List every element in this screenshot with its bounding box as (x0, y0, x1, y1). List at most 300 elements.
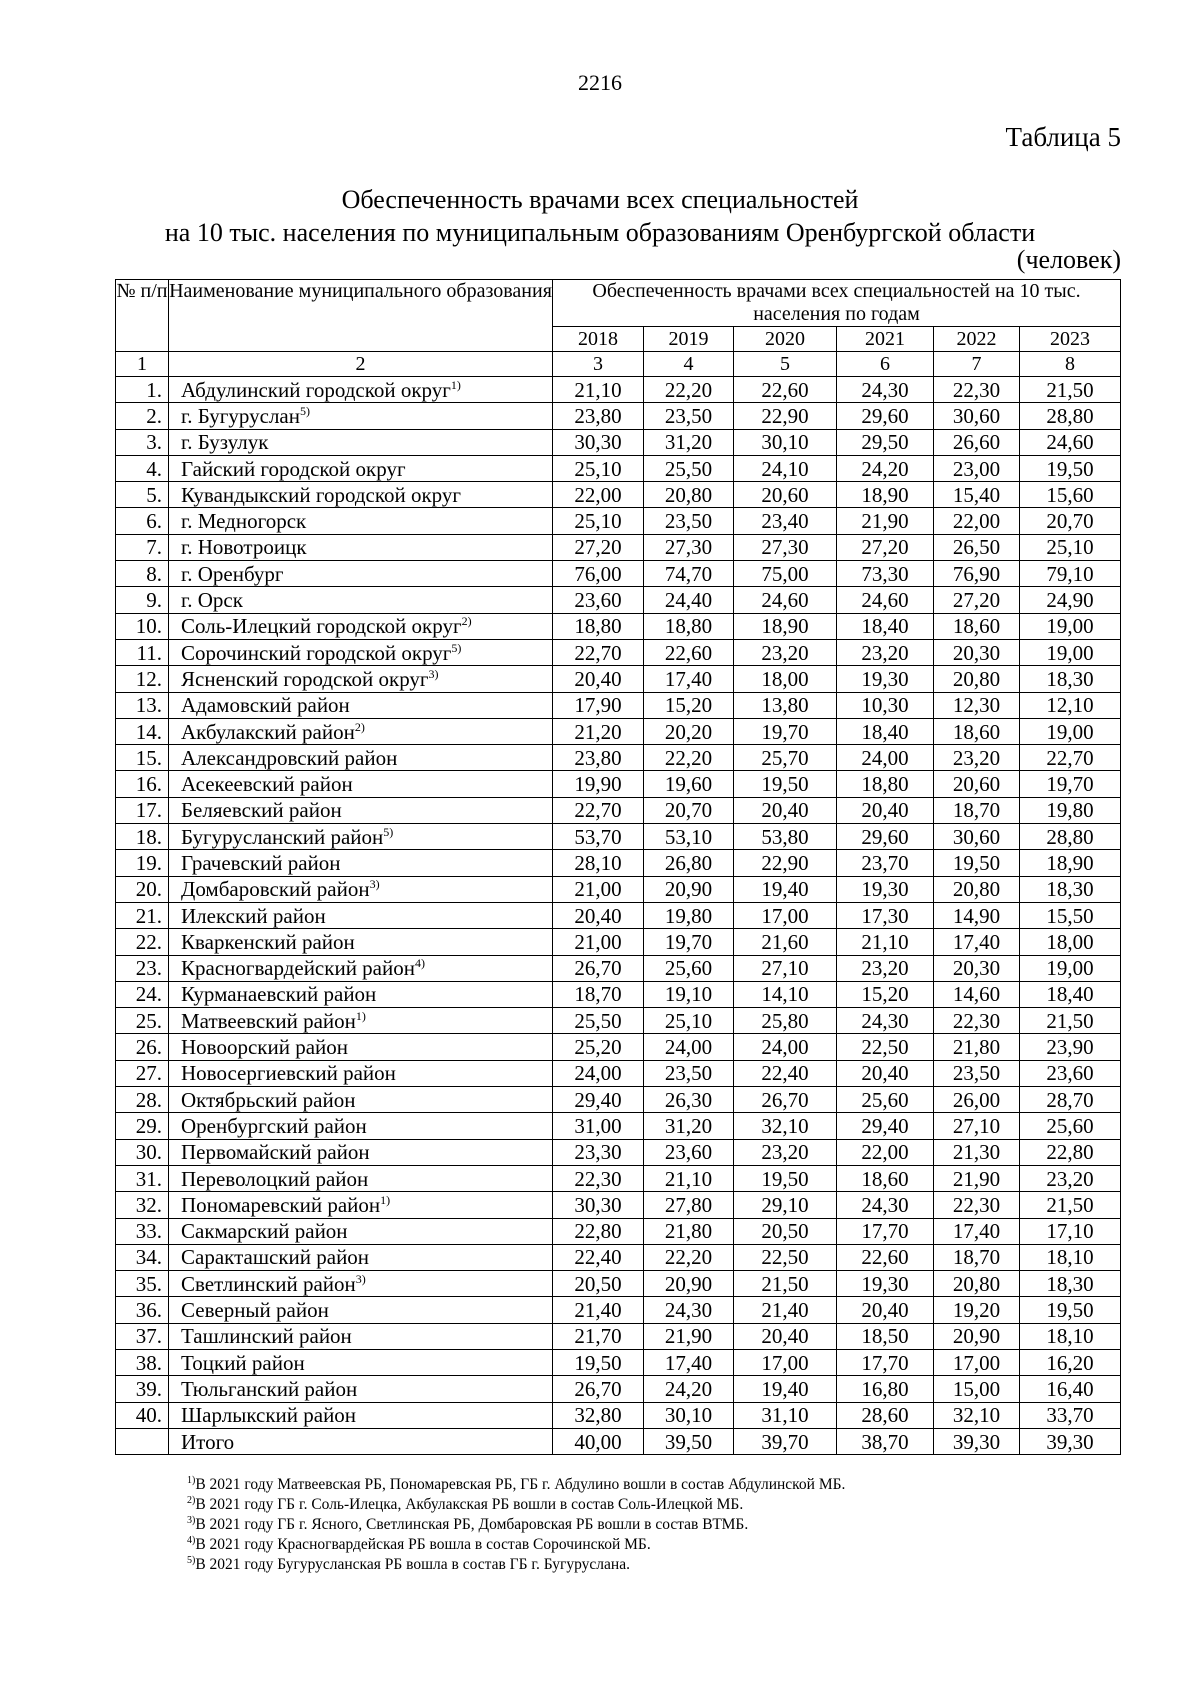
row-number: 38. (116, 1349, 169, 1375)
municipality-name: Кувандыкский городской округ (181, 482, 462, 507)
municipality-name-cell (169, 1323, 553, 1349)
value-cell: 26,70 (734, 1087, 837, 1113)
row-number: 25. (116, 1008, 169, 1034)
row-number: 30. (116, 1139, 169, 1165)
value-cell: 25,50 (553, 1008, 644, 1034)
value-cell: 19,00 (1020, 639, 1121, 665)
municipality-name-cell (169, 1297, 553, 1323)
value-cell: 20,40 (837, 1297, 934, 1323)
municipality-name: Грачевский район (181, 850, 341, 875)
value-cell: 25,80 (734, 1008, 837, 1034)
footnotes (187, 1475, 845, 1575)
row-number: 18. (116, 824, 169, 850)
municipality-name-cell (169, 824, 553, 850)
municipality-name: Александровский район (181, 745, 398, 770)
table-row (116, 1192, 1121, 1218)
row-number: 22. (116, 929, 169, 955)
footnote-reference: 2) (461, 614, 472, 629)
municipality-name-cell (169, 1271, 553, 1297)
municipality-name: Оренбургский район (181, 1113, 367, 1138)
value-cell: 20,80 (934, 876, 1020, 902)
municipality-name: Красногвардейский район (181, 956, 415, 981)
municipality-name: Бугурусланский район (181, 824, 384, 849)
value-cell: 22,70 (1020, 745, 1121, 771)
value-cell: 14,90 (934, 902, 1020, 928)
footnote (187, 1475, 845, 1495)
municipality-name: Сакмарский район (181, 1219, 348, 1244)
municipality-name: Беляевский район (181, 798, 342, 823)
table-row (116, 850, 1121, 876)
municipality-name: Гайский городской округ (181, 456, 406, 481)
value-cell: 24,00 (644, 1034, 734, 1060)
value-cell: 14,10 (734, 981, 837, 1007)
value-cell: 40,00 (553, 1428, 644, 1454)
value-cell: 21,80 (934, 1034, 1020, 1060)
municipality-name-cell (169, 482, 553, 508)
value-cell: 23,50 (934, 1060, 1020, 1086)
municipality-name: Кваркенский район (181, 929, 355, 954)
value-cell: 20,40 (837, 1060, 934, 1086)
value-cell: 17,00 (934, 1349, 1020, 1375)
table-row (116, 955, 1121, 981)
value-cell: 24,90 (1020, 587, 1121, 613)
value-cell: 10,30 (837, 692, 934, 718)
municipality-name-cell (169, 745, 553, 771)
table-row (116, 1244, 1121, 1270)
header-year: 2021 (837, 327, 934, 352)
value-cell: 27,80 (644, 1192, 734, 1218)
value-cell: 30,60 (934, 824, 1020, 850)
value-cell: 21,50 (734, 1271, 837, 1297)
value-cell: 28,60 (837, 1402, 934, 1428)
value-cell: 39,50 (644, 1428, 734, 1454)
municipality-name-cell (169, 1060, 553, 1086)
footnote-text: В 2021 году Бугурусланская РБ вошла в состав ГБ г. Бугуруслана. (195, 1556, 630, 1573)
table-row (116, 824, 1121, 850)
row-number: 4. (116, 455, 169, 481)
value-cell: 19,00 (1020, 955, 1121, 981)
value-cell: 31,20 (644, 429, 734, 455)
row-number: 36. (116, 1297, 169, 1323)
value-cell: 18,80 (837, 771, 934, 797)
value-cell: 26,70 (553, 955, 644, 981)
value-cell: 19,20 (934, 1297, 1020, 1323)
value-cell: 22,20 (644, 377, 734, 403)
row-number: 15. (116, 745, 169, 771)
value-cell: 25,10 (553, 508, 644, 534)
municipality-name-cell (169, 534, 553, 560)
value-cell: 16,20 (1020, 1349, 1121, 1375)
municipality-name-cell (169, 929, 553, 955)
row-number: 32. (116, 1192, 169, 1218)
header-year: 2023 (1020, 327, 1121, 352)
value-cell: 20,40 (837, 797, 934, 823)
value-cell: 15,20 (837, 981, 934, 1007)
row-number: 5. (116, 482, 169, 508)
value-cell: 23,20 (734, 639, 837, 665)
value-cell: 17,70 (837, 1218, 934, 1244)
value-cell: 23,80 (553, 745, 644, 771)
value-cell: 23,80 (553, 403, 644, 429)
table-row (116, 534, 1121, 560)
header-year: 2018 (553, 327, 644, 352)
value-cell: 18,70 (934, 1244, 1020, 1270)
value-cell: 20,40 (734, 1323, 837, 1349)
value-cell: 17,40 (934, 929, 1020, 955)
municipality-name-cell (169, 1218, 553, 1244)
municipality-name-cell (169, 377, 553, 403)
value-cell: 28,10 (553, 850, 644, 876)
value-cell: 75,00 (734, 561, 837, 587)
value-cell: 21,50 (1020, 1192, 1121, 1218)
value-cell: 24,10 (734, 455, 837, 481)
value-cell: 22,30 (934, 377, 1020, 403)
value-cell: 18,10 (1020, 1244, 1121, 1270)
municipality-name-cell (169, 876, 553, 902)
value-cell: 23,20 (1020, 1165, 1121, 1191)
row-number: 3. (116, 429, 169, 455)
municipality-name: Абдулинский городской округ (181, 377, 451, 402)
municipality-name-cell (169, 561, 553, 587)
value-cell: 24,00 (837, 745, 934, 771)
value-cell: 25,10 (1020, 534, 1121, 560)
municipality-name-cell (169, 1139, 553, 1165)
value-cell: 23,30 (553, 1139, 644, 1165)
municipality-name-cell (169, 981, 553, 1007)
value-cell: 25,60 (1020, 1113, 1121, 1139)
row-number: 21. (116, 902, 169, 928)
value-cell: 20,30 (934, 955, 1020, 981)
municipality-name: г. Бугуруслан (181, 403, 300, 428)
value-cell: 23,50 (644, 403, 734, 429)
footnote-reference: 5) (451, 640, 462, 655)
table-row (116, 561, 1121, 587)
value-cell: 20,90 (644, 1271, 734, 1297)
value-cell: 18,90 (837, 482, 934, 508)
table-row (116, 771, 1121, 797)
value-cell: 19,50 (1020, 455, 1121, 481)
value-cell: 23,70 (837, 850, 934, 876)
column-number: 6 (837, 352, 934, 377)
header-year: 2020 (734, 327, 837, 352)
row-number: 8. (116, 561, 169, 587)
row-number: 29. (116, 1113, 169, 1139)
row-number: 17. (116, 797, 169, 823)
value-cell: 23,20 (837, 955, 934, 981)
municipality-name: Илекский район (181, 903, 326, 928)
table-row (116, 1165, 1121, 1191)
table-row (116, 1376, 1121, 1402)
municipality-name: Домбаровский район (181, 877, 370, 902)
value-cell: 23,60 (1020, 1060, 1121, 1086)
municipality-name: Северный район (181, 1298, 329, 1323)
value-cell: 26,80 (644, 850, 734, 876)
footnote-mark: 5) (187, 1554, 196, 1566)
footnote-text: В 2021 году Красногвардейская РБ вошла в состав Сорочинской МБ. (195, 1536, 651, 1553)
value-cell: 22,80 (553, 1218, 644, 1244)
row-number: 31. (116, 1165, 169, 1191)
value-cell: 22,90 (734, 403, 837, 429)
value-cell: 79,10 (1020, 561, 1121, 587)
value-cell: 25,20 (553, 1034, 644, 1060)
value-cell: 31,10 (734, 1402, 837, 1428)
table-row (116, 587, 1121, 613)
value-cell: 20,60 (934, 771, 1020, 797)
value-cell: 20,80 (934, 666, 1020, 692)
row-number: 40. (116, 1402, 169, 1428)
value-cell: 53,10 (644, 824, 734, 850)
value-cell: 20,80 (644, 482, 734, 508)
municipality-name-cell (169, 508, 553, 534)
value-cell: 21,90 (644, 1323, 734, 1349)
municipality-name: Курманаевский район (181, 982, 377, 1007)
table-row (116, 508, 1121, 534)
municipality-name-cell (169, 955, 553, 981)
value-cell: 19,70 (734, 718, 837, 744)
value-cell: 19,70 (1020, 771, 1121, 797)
value-cell: 22,50 (837, 1034, 934, 1060)
value-cell: 20,20 (644, 718, 734, 744)
value-cell: 19,60 (644, 771, 734, 797)
value-cell: 22,20 (644, 1244, 734, 1270)
value-cell: 18,40 (837, 613, 934, 639)
value-cell: 19,30 (837, 666, 934, 692)
value-cell: 19,80 (1020, 797, 1121, 823)
municipality-name: Итого (181, 1429, 235, 1454)
value-cell: 19,00 (1020, 613, 1121, 639)
value-cell: 27,30 (644, 534, 734, 560)
table-row (116, 377, 1121, 403)
value-cell: 31,20 (644, 1113, 734, 1139)
value-cell: 24,40 (644, 587, 734, 613)
value-cell: 18,00 (734, 666, 837, 692)
table-row (116, 876, 1121, 902)
value-cell: 17,00 (734, 902, 837, 928)
value-cell: 18,30 (1020, 876, 1121, 902)
value-cell: 24,00 (553, 1060, 644, 1086)
value-cell: 21,40 (734, 1297, 837, 1323)
value-cell: 20,70 (644, 797, 734, 823)
row-number: 27. (116, 1060, 169, 1086)
value-cell: 23,60 (553, 587, 644, 613)
value-cell: 18,60 (934, 613, 1020, 639)
table-row (116, 1060, 1121, 1086)
value-cell: 29,10 (734, 1192, 837, 1218)
value-cell: 19,50 (934, 850, 1020, 876)
value-cell: 25,10 (553, 455, 644, 481)
value-cell: 18,30 (1020, 1271, 1121, 1297)
value-cell: 29,40 (837, 1113, 934, 1139)
value-cell: 19,10 (644, 981, 734, 1007)
value-cell: 19,80 (644, 902, 734, 928)
municipality-name: Новосергиевский район (181, 1061, 396, 1086)
column-number: 3 (553, 352, 644, 377)
value-cell: 25,60 (837, 1087, 934, 1113)
table-row (116, 482, 1121, 508)
value-cell: 76,00 (553, 561, 644, 587)
value-cell: 22,00 (837, 1139, 934, 1165)
row-number (116, 1428, 169, 1454)
value-cell: 27,10 (934, 1113, 1020, 1139)
table-row (116, 718, 1121, 744)
footnote-reference: 1) (355, 1008, 366, 1023)
value-cell: 74,70 (644, 561, 734, 587)
value-cell: 26,30 (644, 1087, 734, 1113)
value-cell: 27,20 (837, 534, 934, 560)
table-title (0, 183, 1200, 249)
value-cell: 23,50 (644, 508, 734, 534)
row-number: 14. (116, 718, 169, 744)
value-cell: 24,60 (734, 587, 837, 613)
table-row (116, 797, 1121, 823)
value-cell: 20,50 (734, 1218, 837, 1244)
footnote-reference: 2) (354, 719, 365, 734)
value-cell: 18,90 (734, 613, 837, 639)
municipality-name-cell (169, 1113, 553, 1139)
value-cell: 16,80 (837, 1376, 934, 1402)
footnote (187, 1535, 845, 1555)
table-row (116, 1402, 1121, 1428)
municipality-name-cell (169, 902, 553, 928)
value-cell: 24,60 (837, 587, 934, 613)
value-cell: 23,90 (1020, 1034, 1121, 1060)
municipality-name-cell (169, 613, 553, 639)
row-number: 20. (116, 876, 169, 902)
row-number: 34. (116, 1244, 169, 1270)
footnote-mark: 2) (187, 1494, 196, 1506)
value-cell: 17,70 (837, 1349, 934, 1375)
value-cell: 26,70 (553, 1376, 644, 1402)
municipality-name: г. Медногорск (181, 509, 307, 534)
row-number: 11. (116, 639, 169, 665)
row-number: 23. (116, 955, 169, 981)
municipality-name: Октябрьский район (181, 1087, 356, 1112)
value-cell: 24,20 (644, 1376, 734, 1402)
value-cell: 25,60 (644, 955, 734, 981)
municipality-name: Асекеевский район (181, 772, 353, 797)
row-number: 12. (116, 666, 169, 692)
value-cell: 18,70 (553, 981, 644, 1007)
value-cell: 22,60 (644, 639, 734, 665)
municipality-name: Ясненский городской округ (181, 666, 429, 691)
municipality-name-cell (169, 1376, 553, 1402)
municipality-name: Саракташский район (181, 1245, 370, 1270)
value-cell: 22,00 (553, 482, 644, 508)
value-cell: 17,90 (553, 692, 644, 718)
footnote-reference: 5) (299, 403, 310, 418)
value-cell: 17,40 (644, 666, 734, 692)
value-cell: 19,40 (734, 876, 837, 902)
value-cell: 29,60 (837, 824, 934, 850)
page-number: 2216 (578, 70, 622, 95)
footnote-text: В 2021 году ГБ г. Соль-Илецка, Акбулакская РБ вошли в состав Соль-Илецкой МБ. (195, 1496, 744, 1513)
header-number: № п/п (116, 280, 169, 352)
value-cell: 18,60 (934, 718, 1020, 744)
table-label: Таблица 5 (1005, 122, 1121, 152)
value-cell: 22,30 (934, 1008, 1020, 1034)
value-cell: 15,60 (1020, 482, 1121, 508)
value-cell: 20,60 (734, 482, 837, 508)
value-cell: 17,00 (734, 1349, 837, 1375)
value-cell: 24,20 (837, 455, 934, 481)
value-cell: 22,70 (553, 639, 644, 665)
value-cell: 26,50 (934, 534, 1020, 560)
value-cell: 30,30 (553, 429, 644, 455)
value-cell: 21,90 (934, 1165, 1020, 1191)
column-number: 5 (734, 352, 837, 377)
value-cell: 29,50 (837, 429, 934, 455)
column-number: 7 (934, 352, 1020, 377)
value-cell: 30,10 (644, 1402, 734, 1428)
value-cell: 32,80 (553, 1402, 644, 1428)
value-cell: 20,30 (934, 639, 1020, 665)
row-number: 1. (116, 377, 169, 403)
value-cell: 21,50 (1020, 1008, 1121, 1034)
municipality-name-cell (169, 850, 553, 876)
value-cell: 18,80 (644, 613, 734, 639)
municipality-name-cell (169, 1008, 553, 1034)
municipality-name-cell (169, 1428, 553, 1454)
value-cell: 21,80 (644, 1218, 734, 1244)
value-cell: 24,00 (734, 1034, 837, 1060)
row-number: 39. (116, 1376, 169, 1402)
municipality-name-cell (169, 429, 553, 455)
value-cell: 22,30 (934, 1192, 1020, 1218)
value-cell: 22,40 (734, 1060, 837, 1086)
value-cell: 12,30 (934, 692, 1020, 718)
footnote-reference: 1) (380, 1192, 391, 1207)
footnote (187, 1495, 845, 1515)
value-cell: 22,60 (734, 377, 837, 403)
value-cell: 19,70 (644, 929, 734, 955)
value-cell: 39,30 (1020, 1428, 1121, 1454)
value-cell: 20,40 (734, 797, 837, 823)
municipality-name: Тюльганский район (181, 1376, 358, 1401)
footnote-text: В 2021 году Матвеевская РБ, Пономаревская РБ, ГБ г. Абдулино вошли в состав Абдулинской МБ. (195, 1476, 846, 1493)
value-cell: 32,10 (934, 1402, 1020, 1428)
title-line-2: на 10 тыс. населения по муниципальным образованиям Оренбургской области (164, 218, 1036, 247)
footnote-text: В 2021 году ГБ г. Ясного, Светлинская РБ, Домбаровская РБ вошли в состав ВТМБ. (195, 1516, 749, 1533)
value-cell: 39,70 (734, 1428, 837, 1454)
value-cell: 30,30 (553, 1192, 644, 1218)
municipality-name-cell (169, 1087, 553, 1113)
value-cell: 22,70 (553, 797, 644, 823)
value-cell: 21,10 (837, 929, 934, 955)
municipality-name-cell (169, 1192, 553, 1218)
value-cell: 21,00 (553, 876, 644, 902)
value-cell: 19,00 (1020, 718, 1121, 744)
value-cell: 18,30 (1020, 666, 1121, 692)
table-row (116, 613, 1121, 639)
municipality-name-cell (169, 587, 553, 613)
value-cell: 26,60 (934, 429, 1020, 455)
row-number: 9. (116, 587, 169, 613)
municipality-name: Акбулакский район (181, 719, 355, 744)
value-cell: 18,40 (837, 718, 934, 744)
data-table (115, 279, 1121, 1455)
value-cell: 21,60 (734, 929, 837, 955)
value-cell: 21,30 (934, 1139, 1020, 1165)
municipality-name-cell (169, 1349, 553, 1375)
footnote-reference: 1) (450, 377, 461, 392)
municipality-name: Светлинский район (181, 1271, 356, 1296)
value-cell: 15,00 (934, 1376, 1020, 1402)
value-cell: 24,30 (837, 377, 934, 403)
value-cell: 32,10 (734, 1113, 837, 1139)
value-cell: 21,00 (553, 929, 644, 955)
value-cell: 15,40 (934, 482, 1020, 508)
footnote (187, 1515, 845, 1535)
